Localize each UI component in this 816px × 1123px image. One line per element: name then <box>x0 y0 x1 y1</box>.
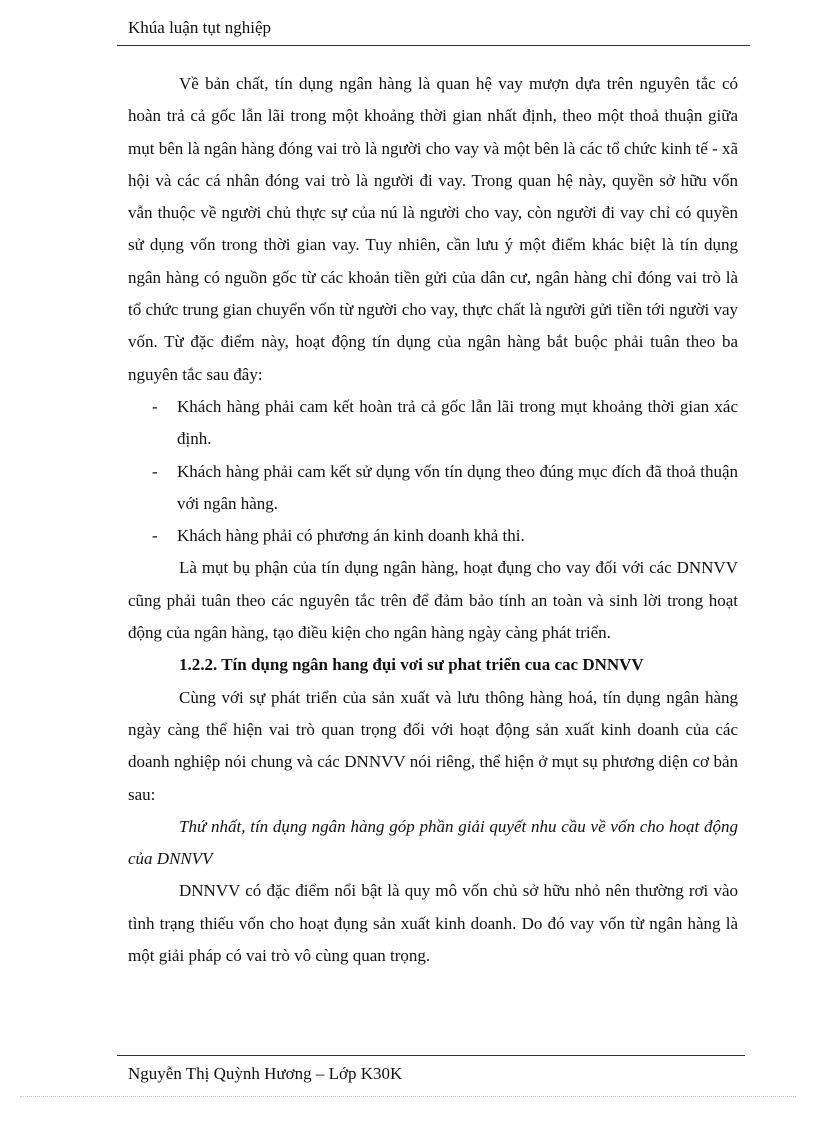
section-heading: 1.2.2. Tín dụng ngân hang đụi vơi sư phat triển cua cac DNNVV <box>179 655 644 675</box>
bullet-text: Khách hàng phải có phương án kinh doanh khả thi. <box>177 526 525 546</box>
bullet-dash: - <box>152 396 158 416</box>
paragraph-lending-principles: Là mụt bụ phận của tín dụng ngân hàng, hoạt đụng cho vay đối với các DNNVV cũng phải tuân theo các nguyên tắc trên để đảm bảo tính an toàn và sinh lời trong hoạt động của ngân hàng, tạo điều kiện cho ngân hàng ngày càng phát triển. <box>128 558 738 643</box>
paragraph-credit-role: Cùng với sự phát triển của sản xuất và lưu thông hàng hoá, tín dụng ngân hàng ngày càng thể hiện vai trò quan trọng đối với hoạt động sản xuất kinh doanh của các doanh nghiệp nói chung và các DNNVV nói riêng, thể hiện ở mụt sụ phương diện cơ bản sau: <box>128 687 738 804</box>
bullet-dash: - <box>152 526 158 546</box>
page-bottom-dotted-line <box>20 1096 796 1097</box>
header-divider <box>117 45 750 46</box>
paragraph-capital-need: DNNVV có đặc điểm nổi bật là quy mô vốn chủ sở hữu nhỏ nên thường rơi vào tình trạng thiếu vốn cho hoạt đụng sản xuất kinh doanh. Do đó vay vốn từ ngân hàng là một giải pháp có vai trò vô cùng quan trọng. <box>128 881 738 966</box>
bullet-text: Khách hàng phải cam kết sử dụng vốn tín dụng theo đúng mục đích đã thoả thuận với ngân hàng. <box>177 461 738 513</box>
footer-divider <box>117 1055 745 1056</box>
list-item <box>128 520 738 552</box>
paragraph-first-point: Thứ nhất, tín dụng ngân hàng góp phần giải quyết nhu cầu về vốn cho hoạt động của DNNVV <box>128 816 738 869</box>
bullet-dash: - <box>152 461 158 481</box>
page-header-title: Khúa luận tụt nghiệp <box>128 18 272 37</box>
list-item <box>128 391 738 456</box>
list-item <box>128 456 738 521</box>
bullet-text: Khách hàng phải cam kết hoàn trả cả gốc lẫn lãi trong mụt khoảng thời gian xác định. <box>177 396 738 449</box>
footer-author: Nguyễn Thị Quỳnh Hương – Lớp K30K <box>128 1064 403 1083</box>
document-body <box>128 68 738 972</box>
paragraph-credit-nature: Về bản chất, tín dụng ngân hàng là quan hệ vay mượn dựa trên nguyên tắc có hoàn trả cả gốc lẫn lãi trong một khoảng thời gian nhất định, theo một thoả thuận giữa mụt bên là ngân hàng đóng vai trò là người cho vay và một bên là các tổ chức kinh tế - xã hội và các cá nhân đóng vai trò là người đi vay. Trong quan hệ này, quyền sở hữu vốn vẫn thuộc về người chủ thực sự của nú là người cho vay, còn người đi vay chỉ có quyền sử dụng vốn trong thời gian vay. Tuy nhiên, cần lưu ý một điểm khác biệt là tín dụng ngân hàng có nguồn gốc từ các khoản tiền gửi của dân cư, ngân hàng chỉ đóng vai trò là tổ chức trung gian chuyển vốn từ người cho vay, thực chất là người gửi tiền tới người vay vốn. Từ đặc điểm này, hoạt động tín dụng của ngân hàng bắt buộc phải tuân theo ba nguyên tắc sau đây: <box>128 74 738 384</box>
